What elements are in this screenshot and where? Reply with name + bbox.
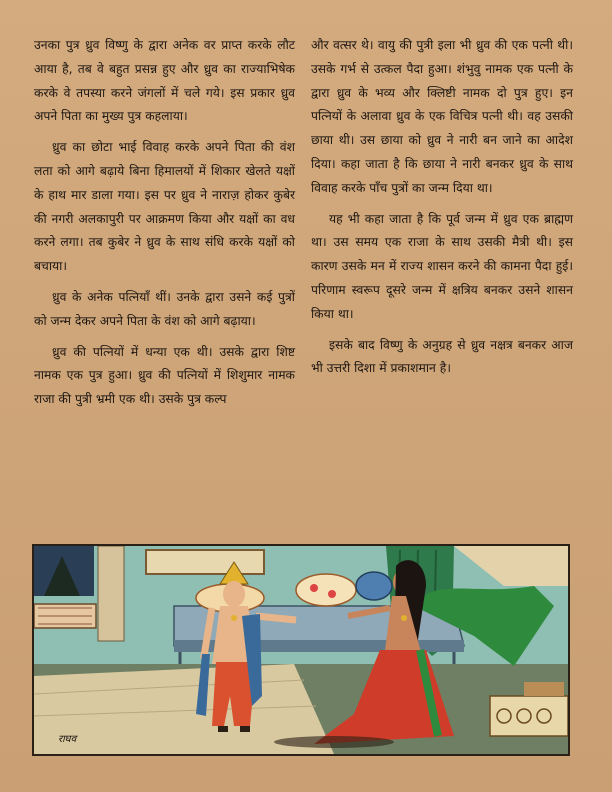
cushion — [296, 574, 356, 606]
paragraph: उनका पुत्र ध्रुव विष्णु के द्वारा अनेक वर प्राप्त करके लौट आया है, तब वे बहुत प्रसन्न हुए और ध्रुव का राज्याभिषेक करके वे तपस्या करने जंगलों में चले गये। इस प्रकार ध्रुव अपने पिता का मुख्य पुत्र कहलाया। — [34, 38, 295, 124]
paragraph: ध्रुव की पत्नियों में धन्या एक थी। उसके द्वारा शिष्ट नामक एक पुत्र हुआ। ध्रुव की पत्नियों में शिशुमार नामक राजा की पुत्री भ्रमी एक थी। उसके पुत्र कल्प — [34, 344, 295, 407]
artist-signature: राघव — [58, 734, 77, 745]
cushion — [356, 572, 392, 600]
paragraph: ध्रुव का छोटा भाई विवाह करके अपने पिता की वंश लता को आगे बढ़ाये बिना हिमालयों में शिकार खेलते यक्षों के हाथ मार डाला गया। इस पर ध्रुव ने नाराज़ होकर कुबेर की नगरी अलकापुरी पर आक्रमण किया और यक्षों का वध करने लगा। तब कुबेर ने ध्रुव के साथ संधि करके यक्षों को बचाया। — [34, 140, 295, 274]
paragraph: और वत्सर थे। वायु की पुत्री इला भी ध्रुव की एक पत्नी थी। उसके गर्भ से उत्कल पैदा हुआ। शंभुवु नामक एक पत्नी के द्वारा ध्रुव के भव्य और क्लिष्टी नामक दो पुत्र हुए। इन पत्नियों के अलावा ध्रुव के एक विचित्र पत्नी थी। वह उसकी छाया थी। उस छाया को ध्रुव ने नारी बन जाने का आदेश दिया। कहा जाता है कि छाया ने नारी बनकर ध्रुव के साथ विवाह करके पाँच पुत्रों का जन्म दिया था। — [311, 38, 573, 195]
text-column-right — [311, 34, 573, 388]
paragraph: यह भी कहा जाता है कि पूर्व जन्म में ध्रुव एक ब्राह्मण था। उस समय एक राजा के साथ उसकी मैत्री थी। इस कारण उसके मन में राज्य शासन करने की कामना पैदा हुई। परिणाम स्वरूप दूसरे जन्म में क्षत्रिय बनकर उसने शासन किया था। — [311, 211, 573, 321]
wall-panel — [146, 550, 264, 574]
illustration-scene — [34, 546, 568, 754]
pillar — [98, 546, 124, 641]
story-illustration — [32, 544, 570, 756]
paragraph: इसके बाद विष्णु के अनुग्रह से ध्रुव नक्षत्र बनकर आज भी उत्तरी दिशा में प्रकाशमान है। — [311, 337, 573, 376]
text-column-left — [34, 34, 295, 419]
paragraph: ध्रुव के अनेक पत्नियाँ थीं। उनके द्वारा उसने कई पुत्रों को जन्म देकर अपने पिता के वंश को आगे बढ़ाया। — [34, 289, 295, 328]
